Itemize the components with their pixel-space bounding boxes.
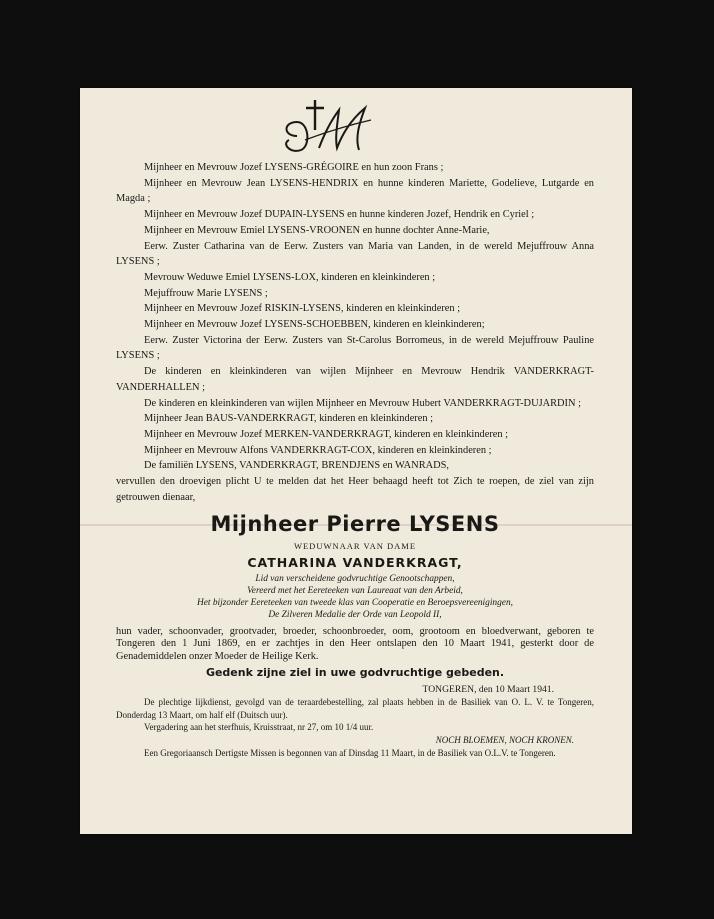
honor-line: Lid van verscheidene godvruchtige Genootschappen, [255,574,455,585]
announcement: vervullen den droevigen plicht U te melden dat het Heer behaagd heeft tot Zich te roepen, de ziel van zijn getrouwen dienaar, [116,476,594,503]
no-flowers: NOCH BLOEMEN, NOCH KRONEN. [435,734,574,745]
masses-info: Een Gregoriaansch Dertigste Missen is begonnen van af Dinsdag 11 Maart, in de Basiliek van O.L.V. te Tongeren. [144,747,556,758]
family-line: De familiën LYSENS, VANDERKRAGT, BRENDJENS en WANRADS, [144,460,450,472]
family-line: Eerw. Zuster Catharina van de Eerw. Zusters van Maria van Landen, in de wereld Mejuffrouw Anna LYSENS ; [116,240,594,268]
memorial-card [80,88,632,834]
honor-line: Vereerd met het Eereteeken van Laureaat van den Arbeid, [247,586,463,597]
widower-line: WEDUWNAAR VAN DAME [293,541,417,552]
place-date: TONGEREN, den 10 Maart 1941. [422,684,554,696]
family-line: Mejuffrouw Marie LYSENS ; [144,287,268,299]
honor-line: De Zilveren Medalie der Orde van Leopold II, [268,609,442,620]
family-line: Eerw. Zuster Victorina der Eerw. Zusters van St-Carolus Borromeus, in de wereld Mejuffrouw Pauline LYSENS ; [116,334,594,362]
gathering-info: Vergadering aan het sterfhuis, Kruisstraat, nr 27, om 10 1/4 uur. [144,722,374,733]
family-line: Mijnheer en Mevrouw Jozef LYSENS-SCHOEBBEN, kinderen en kleinkinderen; [144,319,485,331]
family-line: Mijnheer en Mevrouw Jozef LYSENS-GRÉGOIRE en hun zoon Frans ; [144,162,444,173]
family-line: Mijnheer en Mevrouw Jozef RISKIN-LYSENS, kinderen en kleinkinderen ; [144,303,461,315]
family-line: Mijnheer en Mevrouw Jozef MERKEN-VANDERKRAGT, kinderen en kleinkinderen ; [144,428,509,440]
family-line: Mijnheer en Mevrouw Jean LYSENS-HENDRIX en hunne kinderen Mariette, Godelieve, Lutgarde en Magda ; [116,177,594,205]
family-line: Mijnheer Jean BAUS-VANDERKRAGT, kinderen en kleinkinderen ; [144,413,434,425]
prayer-line: Gedenk zijne ziel in uwe godvruchtige gebeden. [205,666,505,680]
wife-name: CATHARINA VANDERKRAGT, [247,555,463,571]
biography: hun vader, schoonvader, grootvader, broeder, schoonbroeder, oom, grootoom en bloedverwant, geboren te Tongeren den 1 Juni 1869, en er zachtjes in den Heer ontslapen den 10 Maart 1941, gesterkt door de Genademiddelen onzer Moeder de Heilige Kerk. [116,625,594,662]
family-line: Mijnheer en Mevrouw Alfons VANDERKRAGT-COX, kinderen en kleinkinderen ; [144,444,492,456]
honor-line: Het bijzonder Eereteeken van tweede klas van Cooperatie en Beroepsvereenigingen, [196,598,514,609]
notice-body [116,160,594,759]
cross-monogram-icon [275,96,375,156]
family-line: Mevrouw Weduwe Emiel LYSENS-LOX, kinderen en kleinkinderen ; [144,271,436,283]
family-line: Mijnheer en Mevrouw Emiel LYSENS-VROONEN en hunne dochter Anne-Marie, [144,224,490,236]
deceased-name: Mijnheer Pierre LYSENS [210,512,500,537]
funeral-info: De plechtige lijkdienst, gevolgd van de teraardebestelling, zal plaats hebben in de Basiliek van O. L. V. te Tongeren, Donderdag 13 Maart, om half elf (Duitsch uur). [116,697,594,720]
family-line: De kinderen en kleinkinderen van wijlen Mijnheer en Mevrouw Hendrik VANDERKRAGT-VANDERHALLEN ; [116,366,594,393]
family-line: De kinderen en kleinkinderen van wijlen Mijnheer en Mevrouw Hubert VANDERKRAGT-DUJARDIN ; [144,397,581,409]
family-line: Mijnheer en Mevrouw Jozef DUPAIN-LYSENS en hunne kinderen Jozef, Hendrik en Cyriel ; [144,209,535,221]
